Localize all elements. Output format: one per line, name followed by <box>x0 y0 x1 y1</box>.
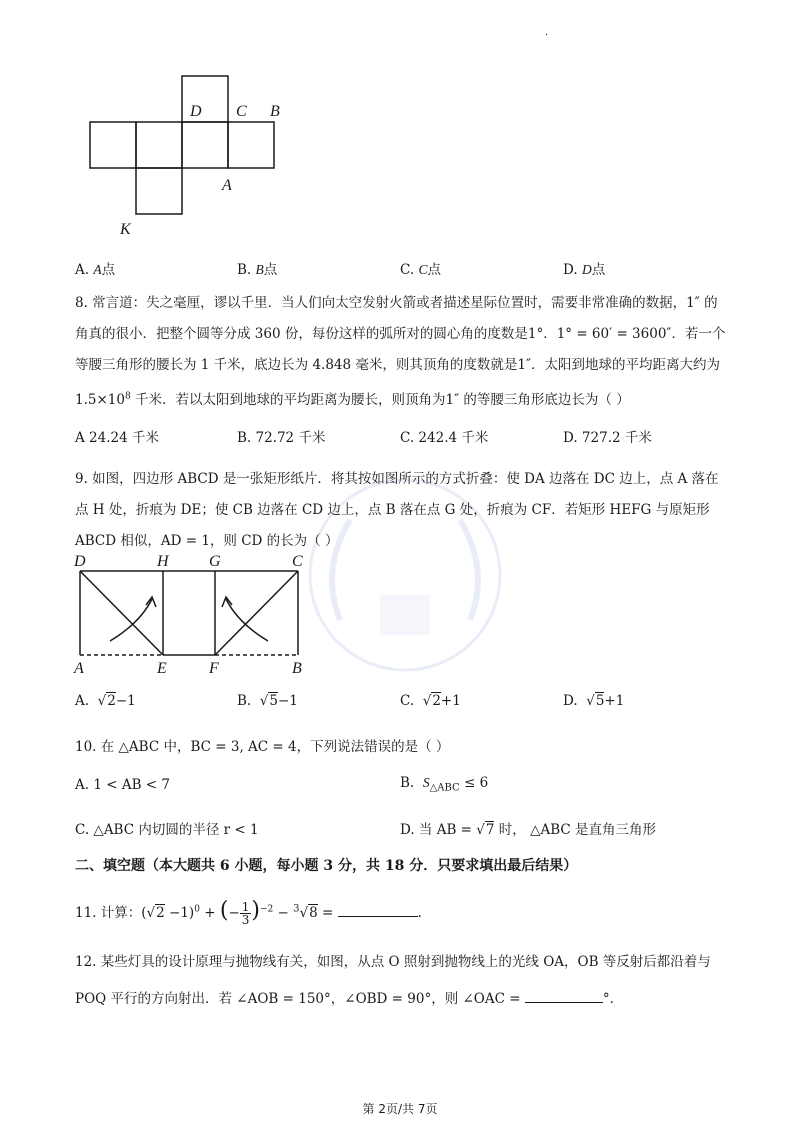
q11-answer-blank <box>338 902 418 917</box>
q10-stem: 10. 在 △ABC 中，BC = 3, AC = 4，下列说法错误的是（ ） <box>75 739 450 755</box>
fig9-label-g: G <box>209 553 221 570</box>
q9-line-1: 9. 如图，四边形 ABCD 是一张矩形纸片．将其按如图所示的方式折叠：使 DA 边落在 DC 边上，点 A 落在 <box>75 471 719 487</box>
q12-answer-blank <box>525 988 603 1003</box>
q12-line-1: 12. 某些灯具的设计原理与抛物线有关，如图，从点 O 照射到抛物线上的光线 OA，OB 等反射后都沿着与 <box>75 954 711 970</box>
q7-option-c: C. C点 <box>400 262 441 278</box>
header-mark: · <box>545 30 549 41</box>
q8-line-4: $1.5\times 10^8$ 千米．若以太阳到地球的平均距离为腰长，则顶角为1″ 的等腰三角形底边长为（ ） <box>75 391 630 408</box>
q10-option-b: B. $S_{\triangle ABC} \le 6$ <box>400 775 489 794</box>
q8-line-2: 角真的很小．把整个圆等分成 360 份，每份这样的弧所对的圆心角的度数是1°．1° = 60′ = 3600″．若一个 <box>75 326 726 342</box>
fig7-label-c: C <box>236 103 247 120</box>
q7-option-a: A. A点 <box>75 262 116 278</box>
q8-line-3: 等腰三角形的腰长为 1 千米，底边长为 4.848 毫米，则其顶角的度数就是1″．太阳到地球的平均距离大约为 <box>75 357 721 373</box>
q9-option-b: B. √5−1 <box>237 693 298 709</box>
fig9-label-b: B <box>292 660 302 677</box>
fig7-label-d: D <box>190 103 202 120</box>
section-2-heading: 二、填空题（本大题共 6 小题，每小题 3 分，共 18 分．只要求填出最后结果） <box>75 858 578 874</box>
fig9-label-e: E <box>157 660 167 677</box>
q8-option-d: D. 727.2 千米 <box>563 430 652 446</box>
q8-option-a: A 24.24 千米 <box>75 430 159 446</box>
q9-option-d: D. √5+1 <box>563 693 625 709</box>
q12-line-2: POQ 平行的方向射出．若 ∠AOB = 150°，∠OBD = 90°，则 ∠OAC = °． <box>75 987 623 1007</box>
q9-line-3: ABCD 相似，AD = 1，则 CD 的长为（ ） <box>75 533 339 549</box>
q10-option-c: C. △ABC 内切圆的半径 r < 1 <box>75 822 259 838</box>
fig7-label-k: K <box>120 221 131 238</box>
fig9-label-h: H <box>157 553 169 570</box>
page-footer: 第 2页/共 7页 <box>362 1102 438 1116</box>
q7-option-d: D. D点 <box>563 262 606 278</box>
cube-net-figure <box>80 70 300 245</box>
q8-line-1: 8. 常言道：失之毫厘，谬以千里．当人们向太空发射火箭或者描述星际位置时，需要非常准确的数据，1″ 的 <box>75 295 718 311</box>
q8-option-c: C. 242.4 千米 <box>400 430 489 446</box>
fig9-label-a: A <box>74 660 84 677</box>
fig9-label-d: D <box>74 553 86 570</box>
fig9-label-c: C <box>292 553 303 570</box>
q8-option-b: B. 72.72 千米 <box>237 430 326 446</box>
q11-expression: 11. 计算：$(√2 -1)^0$ + (− $\frac{1}{3}$ )$^{-2}$ − $^3$√8 = . <box>75 898 422 927</box>
folding-rectangle-figure <box>70 553 310 678</box>
q10-option-d: D. 当 AB = √7 时， △ABC 是直角三角形 <box>400 822 656 838</box>
q7-option-b: B. B点 <box>237 262 278 278</box>
q9-line-2: 点 H 处，折痕为 DE；使 CB 边落在 CD 边上，点 B 落在点 G 处，折痕为 CF．若矩形 HEFG 与原矩形 <box>75 502 710 518</box>
q10-option-a: A. 1 < AB < 7 <box>75 777 170 793</box>
fig9-label-f: F <box>209 660 219 677</box>
q9-option-a: A. √2−1 <box>75 693 136 709</box>
fig7-label-b: B <box>270 103 280 120</box>
fig7-label-a: A <box>222 177 232 194</box>
q9-option-c: C. √2+1 <box>400 693 461 709</box>
